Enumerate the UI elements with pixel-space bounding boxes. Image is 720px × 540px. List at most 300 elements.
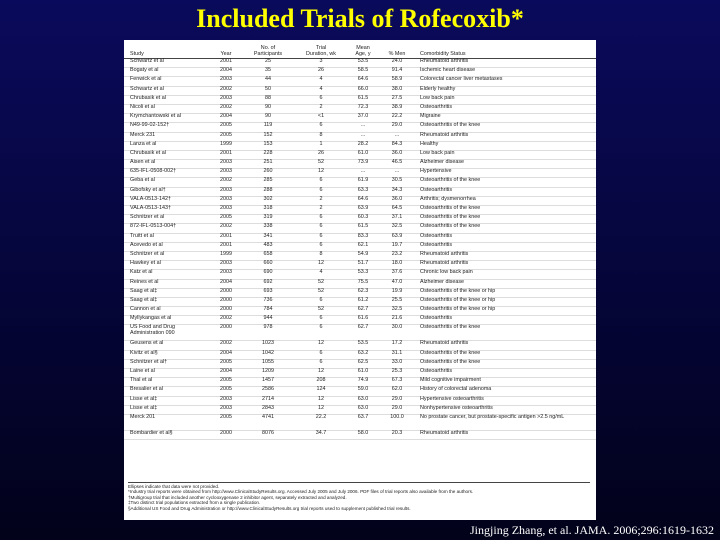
cell-mean-age: 62.5: [346, 359, 380, 368]
cell-percent-men: 29.0: [380, 405, 414, 414]
cell-comorbidity: Osteoarthritis of the knee or hip: [414, 297, 596, 306]
cell-mean-age: ...: [346, 123, 380, 132]
cell-duration: 6: [296, 242, 346, 251]
cell-comorbidity: Osteoarthritis of the knee: [414, 359, 596, 368]
cell-duration: 12: [296, 341, 346, 350]
table-row: [124, 270, 596, 279]
cell-participants: 319: [240, 215, 296, 224]
cell-study: Schwartz et al: [124, 59, 212, 68]
cell-mean-age: 59.0: [346, 387, 380, 396]
cell-year: 2002: [212, 104, 240, 113]
cell-percent-men: 25.5: [380, 297, 414, 306]
cell-comorbidity: Chronic low back pain: [414, 270, 596, 279]
table-body: [124, 59, 596, 440]
cell-participants: 660: [240, 261, 296, 270]
cell-year: 2005: [212, 378, 240, 387]
cell-duration: 6: [296, 123, 346, 132]
cell-comorbidity: Rheumatoid arthritis: [414, 261, 596, 270]
cell-participants: 302: [240, 196, 296, 205]
cell-year: 2000: [212, 307, 240, 316]
cell-mean-age: 62.7: [346, 307, 380, 316]
cell-year: 2005: [212, 359, 240, 368]
cell-comorbidity: Osteoarthritis of the knee or hip: [414, 307, 596, 316]
cell-study: Reines et al: [124, 279, 212, 288]
cell-duration: 6: [296, 359, 346, 368]
slide-title: Included Trials of Rofecoxib*: [196, 4, 524, 33]
cell-mean-age: 64.6: [346, 196, 380, 205]
cell-mean-age: 63.3: [346, 187, 380, 196]
cell-participants: 119: [240, 123, 296, 132]
table-row: [124, 141, 596, 150]
table-row: [124, 279, 596, 288]
cell-participants: 2714: [240, 396, 296, 405]
table-row: [124, 396, 596, 405]
cell-participants: 483: [240, 242, 296, 251]
cell-duration: 6: [296, 224, 346, 233]
cell-participants: 736: [240, 297, 296, 306]
cell-participants: 152: [240, 132, 296, 141]
cell-duration: 12: [296, 405, 346, 414]
cell-mean-age: ...: [346, 169, 380, 178]
header-duration: Trial Duration, wk: [296, 40, 346, 59]
cell-mean-age: 61.0: [346, 369, 380, 378]
cell-participants: 318: [240, 206, 296, 215]
cell-comorbidity: Ischemic heart disease: [414, 68, 596, 77]
cell-year: 2004: [212, 279, 240, 288]
footnotes: [128, 482, 590, 511]
cell-duration: 4: [296, 77, 346, 86]
cell-study: Laine et al: [124, 369, 212, 378]
cell-study: Thal et al: [124, 378, 212, 387]
cell-mean-age: 73.9: [346, 160, 380, 169]
cell-percent-men: 32.5: [380, 224, 414, 233]
cell-comorbidity: Osteoarthritis: [414, 104, 596, 113]
table-row: [124, 178, 596, 187]
header-percent-men: % Men: [380, 40, 414, 59]
cell-mean-age: 63.2: [346, 350, 380, 359]
cell-comorbidity: Osteoarthritis of the knee or hip: [414, 288, 596, 297]
cell-participants: 1209: [240, 369, 296, 378]
cell-participants: 285: [240, 178, 296, 187]
cell-duration: 8: [296, 132, 346, 141]
cell-mean-age: 58.0: [346, 430, 380, 439]
cell-percent-men: 29.0: [380, 396, 414, 405]
cell-mean-age: 53.5: [346, 59, 380, 68]
footnote: Ellipses indicate that data were not provided.: [128, 484, 220, 489]
cell-study: Truitt et al: [124, 233, 212, 242]
cell-mean-age: 62.1: [346, 242, 380, 251]
cell-percent-men: 30.0: [380, 325, 414, 341]
cell-duration: 6: [296, 316, 346, 325]
cell-year: 1999: [212, 251, 240, 260]
cell-duration: 6: [296, 187, 346, 196]
cell-duration: 52: [296, 307, 346, 316]
cell-percent-men: 32.5: [380, 307, 414, 316]
header-participants: No. of Participants: [240, 40, 296, 59]
cell-participants: 693: [240, 288, 296, 297]
cell-participants: 44: [240, 77, 296, 86]
cell-study: Aisen et al: [124, 160, 212, 169]
cell-percent-men: 38.0: [380, 86, 414, 95]
cell-study: Merck 231: [124, 132, 212, 141]
cell-year: 2000: [212, 325, 240, 341]
cell-mean-age: 83.3: [346, 233, 380, 242]
table-row: [124, 160, 596, 169]
cell-percent-men: ...: [380, 169, 414, 178]
cell-study: Saag et al‡: [124, 288, 212, 297]
cell-mean-age: 61.5: [346, 95, 380, 104]
cell-year: 2003: [212, 187, 240, 196]
cell-study: VALA-0513-142†: [124, 196, 212, 205]
cell-year: 2001: [212, 150, 240, 159]
cell-percent-men: 23.2: [380, 251, 414, 260]
table-row: [124, 132, 596, 141]
header-comorbidity: Comorbidity Status: [414, 40, 596, 59]
cell-year: 2003: [212, 405, 240, 414]
cell-duration: 34.7: [296, 430, 346, 439]
table-row: [124, 123, 596, 132]
cell-participants: 784: [240, 307, 296, 316]
cell-participants: 35: [240, 68, 296, 77]
cell-study: Schnitzer et al: [124, 215, 212, 224]
cell-year: 2005: [212, 123, 240, 132]
cell-duration: 52: [296, 279, 346, 288]
cell-year: 1999: [212, 141, 240, 150]
cell-comorbidity: Osteoarthritis: [414, 316, 596, 325]
cell-mean-age: 62.7: [346, 325, 380, 341]
cell-comorbidity: Osteoarthritis: [414, 369, 596, 378]
cell-comorbidity: Osteoarthritis: [414, 187, 596, 196]
cell-percent-men: 24.0: [380, 59, 414, 68]
cell-percent-men: 22.2: [380, 114, 414, 123]
cell-comorbidity: Rheumatoid arthritis: [414, 59, 596, 68]
cell-mean-age: 61.9: [346, 178, 380, 187]
cell-percent-men: 19.9: [380, 288, 414, 297]
cell-percent-men: 100.0: [380, 414, 414, 430]
cell-year: 2005: [212, 414, 240, 430]
cell-study: 635-IFL-0508-002†: [124, 169, 212, 178]
cell-percent-men: 37.1: [380, 215, 414, 224]
cell-year: 2000: [212, 430, 240, 439]
cell-comorbidity: Healthy: [414, 141, 596, 150]
cell-comorbidity: Arthritis; dysmenorrhea: [414, 196, 596, 205]
cell-participants: 88: [240, 95, 296, 104]
cell-percent-men: 29.0: [380, 123, 414, 132]
cell-percent-men: 36.0: [380, 150, 414, 159]
cell-duration: 3: [296, 59, 346, 68]
cell-duration: 4: [296, 86, 346, 95]
cell-duration: 124: [296, 387, 346, 396]
cell-percent-men: 33.0: [380, 359, 414, 368]
cell-mean-age: 66.0: [346, 86, 380, 95]
cell-duration: 12: [296, 396, 346, 405]
cell-study: Lisse et al‡: [124, 396, 212, 405]
table-header-row: [124, 40, 596, 59]
cell-duration: 6: [296, 215, 346, 224]
cell-year: 2001: [212, 233, 240, 242]
cell-duration: 2: [296, 104, 346, 113]
cell-year: 2003: [212, 196, 240, 205]
cell-percent-men: 30.5: [380, 178, 414, 187]
cell-mean-age: 63.9: [346, 206, 380, 215]
cell-percent-men: ...: [380, 132, 414, 141]
cell-mean-age: 63.0: [346, 405, 380, 414]
cell-year: 2003: [212, 160, 240, 169]
cell-participants: 50: [240, 86, 296, 95]
cell-study: Bombardier et al§: [124, 430, 212, 439]
cell-study: Lisse et al‡: [124, 405, 212, 414]
cell-comorbidity: Nonhypertensive osteoarthritis: [414, 405, 596, 414]
cell-study: Lanza et al: [124, 141, 212, 150]
cell-comorbidity: Low back pain: [414, 150, 596, 159]
cell-participants: 228: [240, 150, 296, 159]
cell-duration: 4: [296, 270, 346, 279]
table-row: [124, 414, 596, 430]
cell-mean-age: 61.0: [346, 150, 380, 159]
cell-study: Myllykangas et al: [124, 316, 212, 325]
cell-study: Bogaty et al: [124, 68, 212, 77]
cell-study: Schnitzer et al: [124, 251, 212, 260]
cell-year: 2003: [212, 206, 240, 215]
cell-year: 2001: [212, 59, 240, 68]
cell-study: Schnitzer et al†: [124, 359, 212, 368]
cell-participants: 8076: [240, 430, 296, 439]
header-mean-age: Mean Age, y: [346, 40, 380, 59]
cell-percent-men: 47.0: [380, 279, 414, 288]
cell-year: 2003: [212, 261, 240, 270]
header-study: Study: [124, 40, 212, 59]
cell-study: Merck 201: [124, 414, 212, 430]
cell-mean-age: 72.3: [346, 104, 380, 113]
cell-year: 2005: [212, 387, 240, 396]
cell-participants: 2843: [240, 405, 296, 414]
cell-year: 2003: [212, 77, 240, 86]
cell-participants: 1042: [240, 350, 296, 359]
cell-percent-men: 36.0: [380, 196, 414, 205]
cell-duration: 6: [296, 95, 346, 104]
cell-participants: 2586: [240, 387, 296, 396]
cell-duration: 52: [296, 160, 346, 169]
cell-mean-age: 63.0: [346, 396, 380, 405]
cell-percent-men: 38.9: [380, 104, 414, 113]
cell-study: Krymchantowski et al: [124, 114, 212, 123]
cell-participants: 944: [240, 316, 296, 325]
cell-mean-age: 61.6: [346, 316, 380, 325]
cell-percent-men: 34.3: [380, 187, 414, 196]
cell-year: 2004: [212, 350, 240, 359]
cell-duration: 12: [296, 169, 346, 178]
cell-mean-age: 51.7: [346, 261, 380, 270]
cell-percent-men: 37.6: [380, 270, 414, 279]
cell-comorbidity: Osteoarthritis of the knee: [414, 350, 596, 359]
cell-year: 2002: [212, 341, 240, 350]
cell-year: 2004: [212, 68, 240, 77]
table-row: [124, 387, 596, 396]
cell-comorbidity: Hypertensive: [414, 169, 596, 178]
cell-year: 2005: [212, 132, 240, 141]
cell-duration: 26: [296, 150, 346, 159]
cell-comorbidity: Alzheimer disease: [414, 160, 596, 169]
cell-year: 2000: [212, 297, 240, 306]
cell-year: 2002: [212, 86, 240, 95]
cell-comorbidity: Colorectal cancer liver metastases: [414, 77, 596, 86]
cell-duration: 2: [296, 206, 346, 215]
cell-year: 2003: [212, 396, 240, 405]
cell-mean-age: ...: [346, 132, 380, 141]
cell-percent-men: 20.3: [380, 430, 414, 439]
cell-duration: <1: [296, 114, 346, 123]
cell-participants: 978: [240, 325, 296, 341]
cell-participants: 25: [240, 59, 296, 68]
cell-study: Acevedo et al: [124, 242, 212, 251]
cell-percent-men: 27.5: [380, 95, 414, 104]
cell-mean-age: 53.3: [346, 270, 380, 279]
footnote: ‡Two distinct trial populations extracted from a single publication.: [128, 500, 261, 506]
table-row: [124, 224, 596, 233]
cell-duration: 26: [296, 68, 346, 77]
cell-study: Gibofsky et al†: [124, 187, 212, 196]
cell-participants: 1055: [240, 359, 296, 368]
table-row: [124, 430, 596, 439]
cell-mean-age: 58.5: [346, 68, 380, 77]
cell-duration: 12: [296, 369, 346, 378]
cell-year: 2004: [212, 114, 240, 123]
cell-comorbidity: Rheumatoid arthritis: [414, 341, 596, 350]
cell-duration: 208: [296, 378, 346, 387]
cell-participants: 658: [240, 251, 296, 260]
cell-study: Katz et al: [124, 270, 212, 279]
cell-duration: 2: [296, 196, 346, 205]
cell-participants: 341: [240, 233, 296, 242]
cell-participants: 260: [240, 169, 296, 178]
cell-year: 2000: [212, 288, 240, 297]
cell-percent-men: 17.2: [380, 341, 414, 350]
cell-percent-men: 21.6: [380, 316, 414, 325]
trials-table-panel: [124, 40, 596, 520]
cell-study: Bresalier et al: [124, 387, 212, 396]
cell-mean-age: 62.3: [346, 288, 380, 297]
cell-duration: 1: [296, 141, 346, 150]
cell-percent-men: 19.7: [380, 242, 414, 251]
table-row: [124, 77, 596, 86]
cell-year: 2005: [212, 215, 240, 224]
cell-mean-age: 61.5: [346, 224, 380, 233]
cell-comorbidity: Alzheimer disease: [414, 279, 596, 288]
cell-comorbidity: Low back pain: [414, 95, 596, 104]
cell-comorbidity: Rheumatoid arthritis: [414, 430, 596, 439]
cell-percent-men: 63.9: [380, 233, 414, 242]
cell-comorbidity: Osteoarthritis: [414, 242, 596, 251]
cell-study: US Food and Drug Administration 090: [124, 325, 212, 341]
table-row: [124, 86, 596, 95]
table-row: [124, 187, 596, 196]
cell-comorbidity: No prostate cancer, but prostate-specific antigen >2.5 ng/mL: [414, 414, 596, 430]
cell-participants: 1023: [240, 341, 296, 350]
cell-comorbidity: Osteoarthritis of the knee: [414, 123, 596, 132]
cell-comorbidity: Osteoarthritis: [414, 233, 596, 242]
cell-year: 2002: [212, 316, 240, 325]
cell-study: Saag et al‡: [124, 297, 212, 306]
cell-duration: 12: [296, 261, 346, 270]
cell-comorbidity: History of colorectal adenoma: [414, 387, 596, 396]
cell-comorbidity: Hypertensive osteoarthritis: [414, 396, 596, 405]
cell-study: Schwartz et al: [124, 86, 212, 95]
cell-study: Hawkey et al: [124, 261, 212, 270]
cell-year: 2003: [212, 95, 240, 104]
cell-percent-men: 58.9: [380, 77, 414, 86]
cell-mean-age: 64.6: [346, 77, 380, 86]
cell-year: 2003: [212, 169, 240, 178]
cell-comorbidity: Osteoarthritis of the knee: [414, 215, 596, 224]
cell-mean-age: 75.5: [346, 279, 380, 288]
cell-participants: 1457: [240, 378, 296, 387]
cell-study: Chrubasik et al: [124, 150, 212, 159]
cell-study: Fenwick et al: [124, 77, 212, 86]
cell-comorbidity: Rheumatoid arthritis: [414, 251, 596, 260]
cell-duration: 6: [296, 297, 346, 306]
cell-study: Nicoli et al: [124, 104, 212, 113]
cell-mean-age: 28.2: [346, 141, 380, 150]
cell-comorbidity: Osteoarthritis of the knee: [414, 325, 596, 341]
cell-duration: 22.2: [296, 414, 346, 430]
citation: Jingjing Zhang, et al. JAMA. 2006;296:1619-1632: [470, 523, 714, 537]
cell-year: 2001: [212, 242, 240, 251]
cell-mean-age: 53.5: [346, 341, 380, 350]
cell-mean-age: 37.0: [346, 114, 380, 123]
cell-duration: 6: [296, 325, 346, 341]
cell-year: 2002: [212, 224, 240, 233]
cell-study: Geba et al: [124, 178, 212, 187]
cell-study: N49-99-02-152†: [124, 123, 212, 132]
cell-study: Geusens et al: [124, 341, 212, 350]
table-row: [124, 288, 596, 297]
cell-participants: 690: [240, 270, 296, 279]
cell-study: 872-IFL-0513-004†: [124, 224, 212, 233]
cell-duration: 8: [296, 251, 346, 260]
cell-comorbidity: Osteoarthritis of the knee: [414, 206, 596, 215]
cell-mean-age: 54.9: [346, 251, 380, 260]
cell-year: 2003: [212, 270, 240, 279]
table-row: [124, 325, 596, 341]
cell-percent-men: 91.4: [380, 68, 414, 77]
cell-year: 2004: [212, 369, 240, 378]
cell-mean-age: 63.7: [346, 414, 380, 430]
header-year: Year: [212, 40, 240, 59]
cell-duration: 6: [296, 350, 346, 359]
table-row: [124, 233, 596, 242]
cell-participants: 4741: [240, 414, 296, 430]
cell-percent-men: 67.3: [380, 378, 414, 387]
cell-percent-men: 84.3: [380, 141, 414, 150]
cell-participants: 90: [240, 114, 296, 123]
cell-comorbidity: Mild cognitive impairment: [414, 378, 596, 387]
cell-percent-men: 31.1: [380, 350, 414, 359]
cell-percent-men: 25.3: [380, 369, 414, 378]
cell-percent-men: 62.0: [380, 387, 414, 396]
cell-study: Kivitz et al§: [124, 350, 212, 359]
cell-percent-men: 46.5: [380, 160, 414, 169]
cell-participants: 338: [240, 224, 296, 233]
cell-comorbidity: Migraine: [414, 114, 596, 123]
cell-duration: 6: [296, 178, 346, 187]
table-row: [124, 350, 596, 359]
cell-comorbidity: Rheumatoid arthritis: [414, 132, 596, 141]
cell-participants: 288: [240, 187, 296, 196]
cell-mean-age: 60.3: [346, 215, 380, 224]
cell-comorbidity: Elderly healthy: [414, 86, 596, 95]
table-row: [124, 341, 596, 350]
cell-year: 2002: [212, 178, 240, 187]
